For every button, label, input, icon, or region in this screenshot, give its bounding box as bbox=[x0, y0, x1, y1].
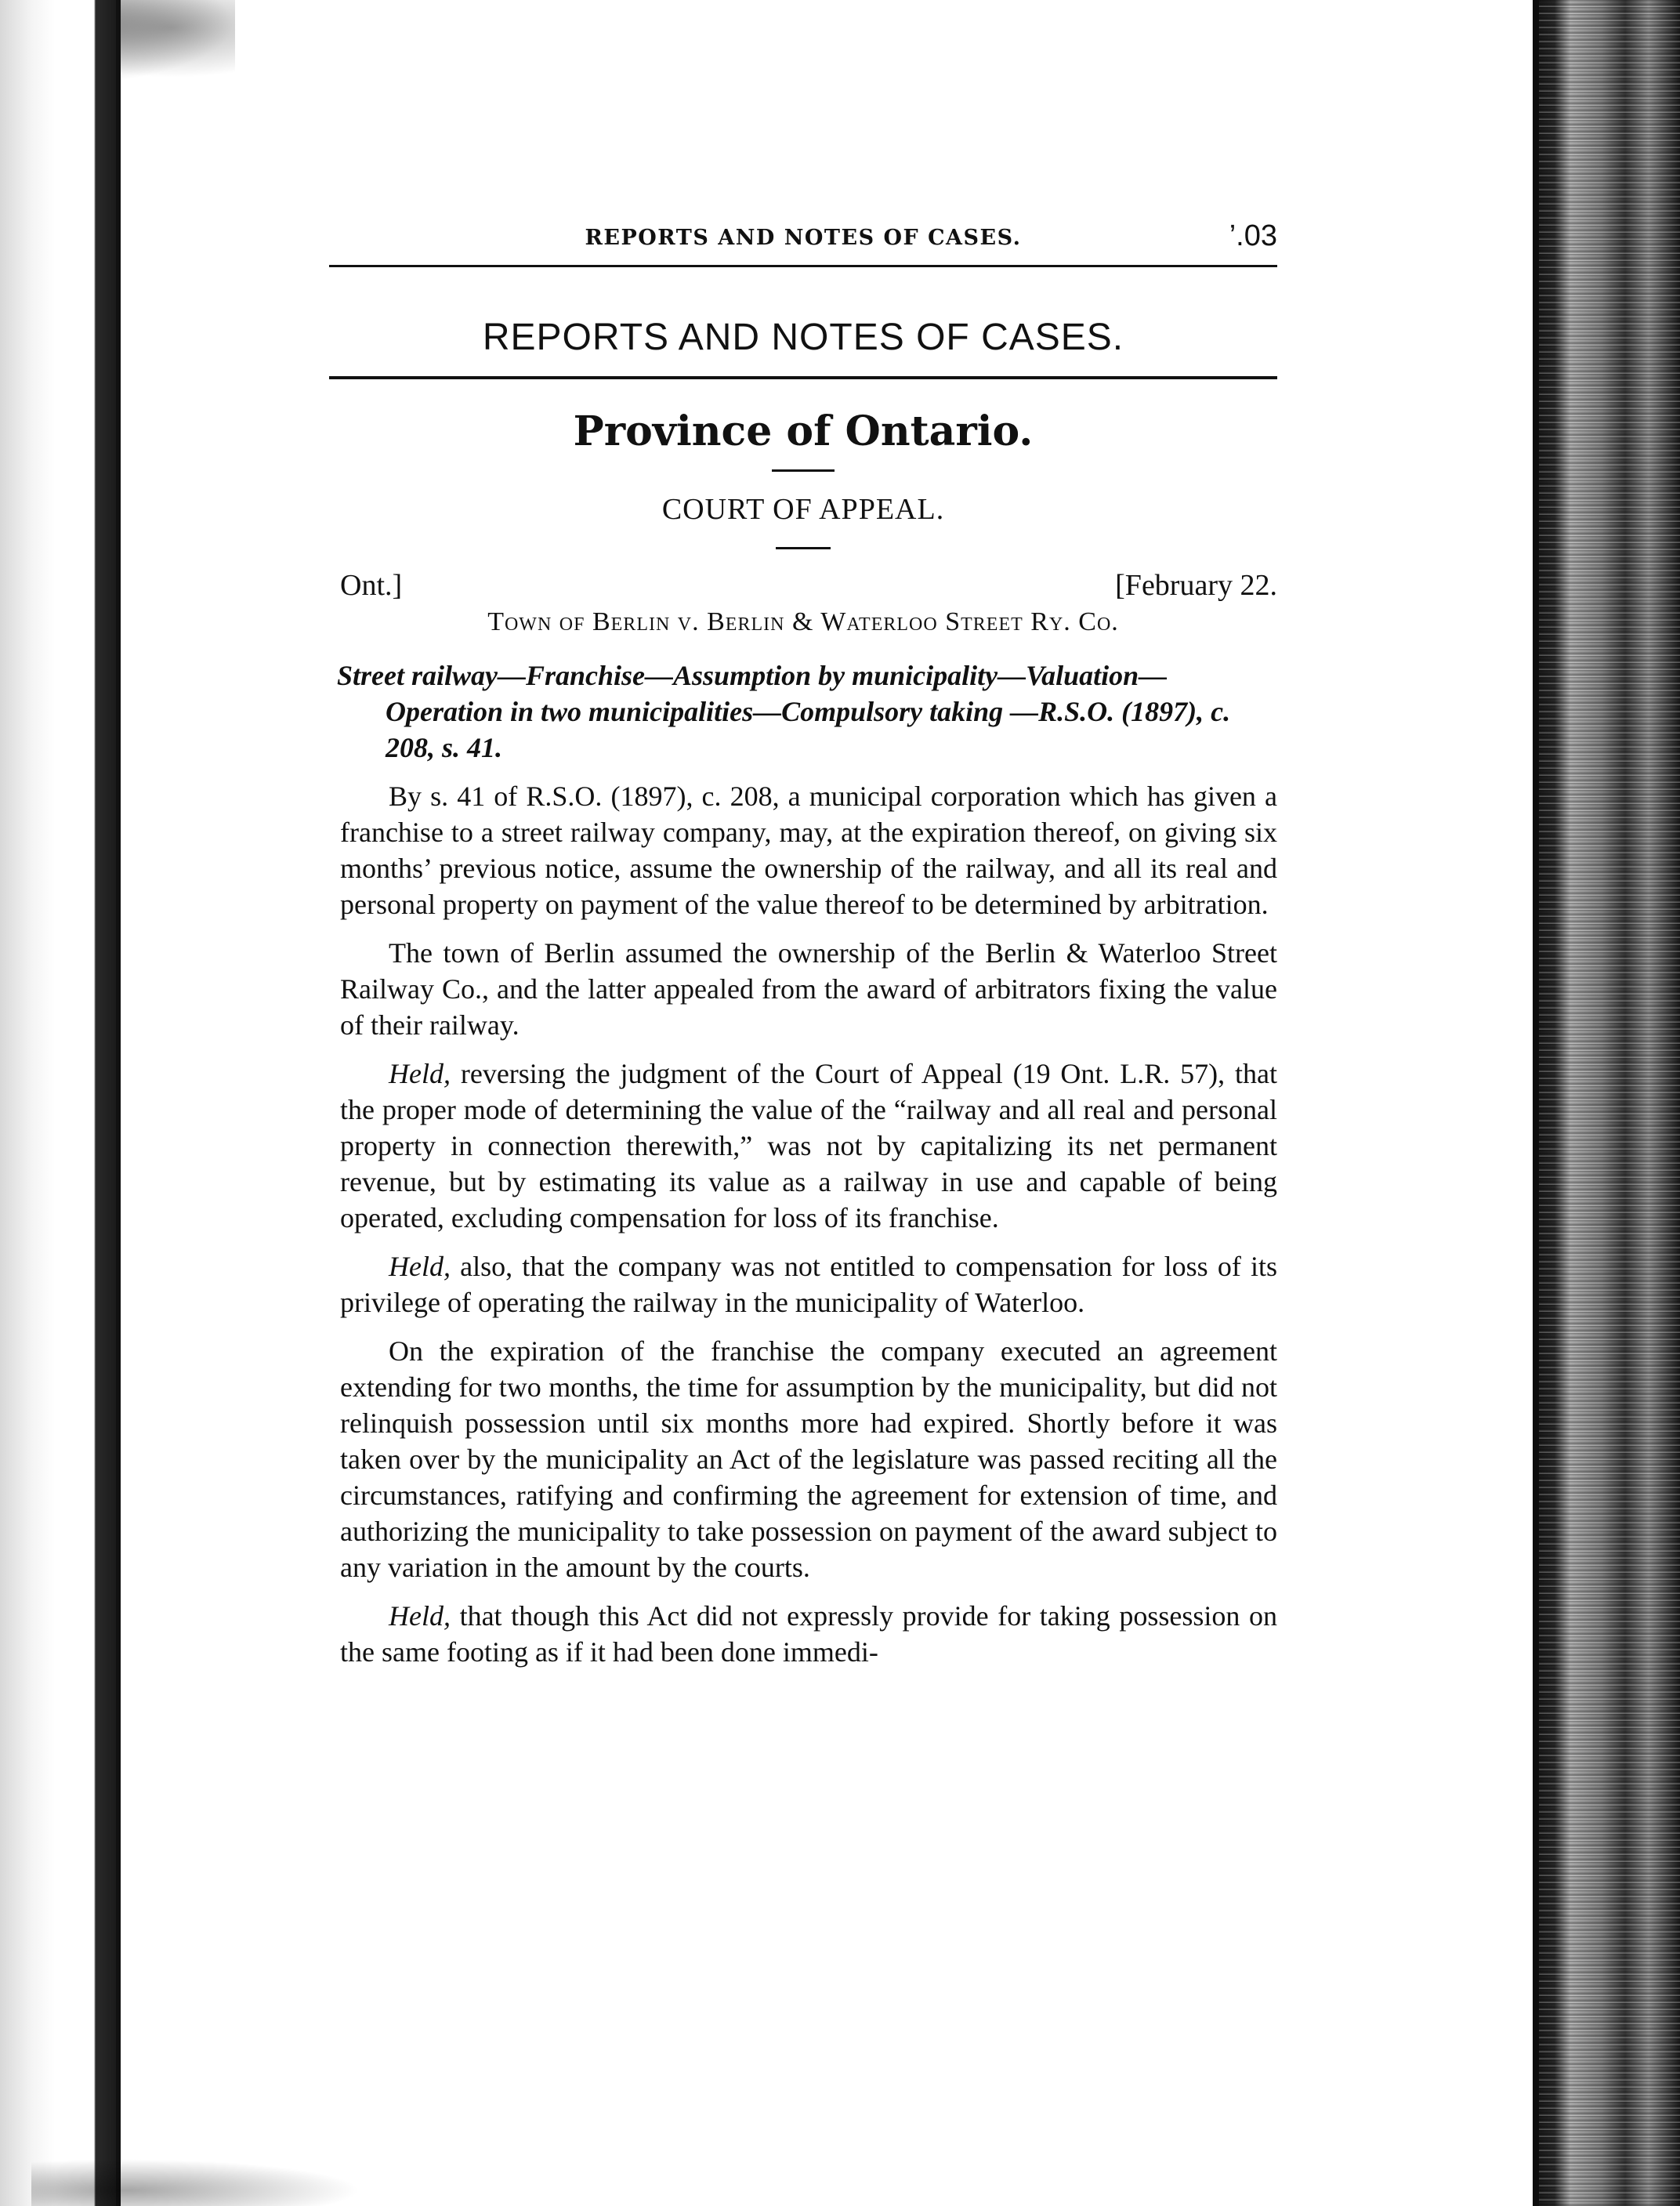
binding-edge bbox=[116, 0, 121, 2206]
held-lead: Held, bbox=[389, 1600, 451, 1632]
province-heading: Province of Ontario. bbox=[573, 408, 1034, 455]
case-jurisdiction: Ont.] bbox=[340, 569, 403, 602]
case-line bbox=[329, 568, 1277, 604]
held-lead: Held, bbox=[389, 1251, 451, 1282]
case-date: [February 22. bbox=[1115, 569, 1277, 602]
case-name: Town of Berlin v. Berlin & Waterloo Street Ry. Co. bbox=[487, 607, 1119, 636]
page-number: ’.03 bbox=[1229, 219, 1277, 252]
book-spine-edge bbox=[1539, 0, 1680, 2206]
paragraph: By s. 41 of R.S.O. (1897), c. 208, a municipal corporation which has given a franchise to a street railway company, may, at the expiration thereof, on giving six months’ previous notice, assume the ownership of the railway, and all its real and personal property on payment of the value thereof to be determined by arbitration. bbox=[340, 781, 1277, 920]
short-divider bbox=[776, 547, 831, 549]
paragraph-text: also, that the company was not entitled to compensation for loss of its privilege of operating the railway in the municipality of Waterloo. bbox=[340, 1251, 1277, 1318]
paragraph bbox=[340, 1598, 1277, 1670]
paragraph: The town of Berlin assumed the ownership of the Berlin & Waterloo Street Railway Co., and the latter appealed from the award of arbitrators fixing the value of their railway. bbox=[340, 937, 1277, 1041]
document-page bbox=[329, 212, 1277, 1670]
running-title: REPORTS AND NOTES OF CASES. bbox=[585, 226, 1022, 250]
short-divider bbox=[772, 469, 835, 472]
section-title: REPORTS AND NOTES OF CASES. bbox=[482, 317, 1124, 358]
paragraph bbox=[340, 1056, 1277, 1236]
paragraph-text: that though this Act did not expressly provide for taking possession on the same footing as if it had been done immedi- bbox=[340, 1600, 1277, 1668]
held-lead: Held, bbox=[389, 1058, 451, 1089]
paragraph bbox=[340, 1248, 1277, 1320]
running-head bbox=[329, 212, 1277, 259]
page-binding-shadow bbox=[0, 0, 118, 2206]
paragraph-text: reversing the judgment of the Court of Appeal (19 Ont. L.R. 57), that the proper mode of determining the value of the “railway and all real and personal property in connection therewith,” was not by capitalizing its net permanent revenue, but by estimating its value as a railway in use and capable of being operated, excluding compensation for loss of its franchise. bbox=[340, 1058, 1277, 1233]
court-heading: COURT OF APPEAL. bbox=[661, 493, 945, 526]
paragraph: On the expiration of the franchise the company executed an agreement extending for two months, the time for assumption by the municipality, but did not relinquish possession until six months more had expired. Shortly before it was taken over by the municipality an Act of the legislature was passed reciting all the circumstances, ratifying and confirming the agreement for extension of time, and authorizing the municipality to take possession on payment of the award subject to any variation in the amount by the courts. bbox=[340, 1335, 1277, 1583]
section-rule bbox=[329, 376, 1277, 379]
scan-noise-bottom bbox=[31, 2159, 360, 2206]
headnote: Street railway—Franchise—Assumption by municipality—Valuation—Operation in two municipalities—Compulsory taking —R.S.O. (1897), c. 208, s. 41. bbox=[337, 660, 1231, 763]
header-rule bbox=[329, 265, 1277, 267]
